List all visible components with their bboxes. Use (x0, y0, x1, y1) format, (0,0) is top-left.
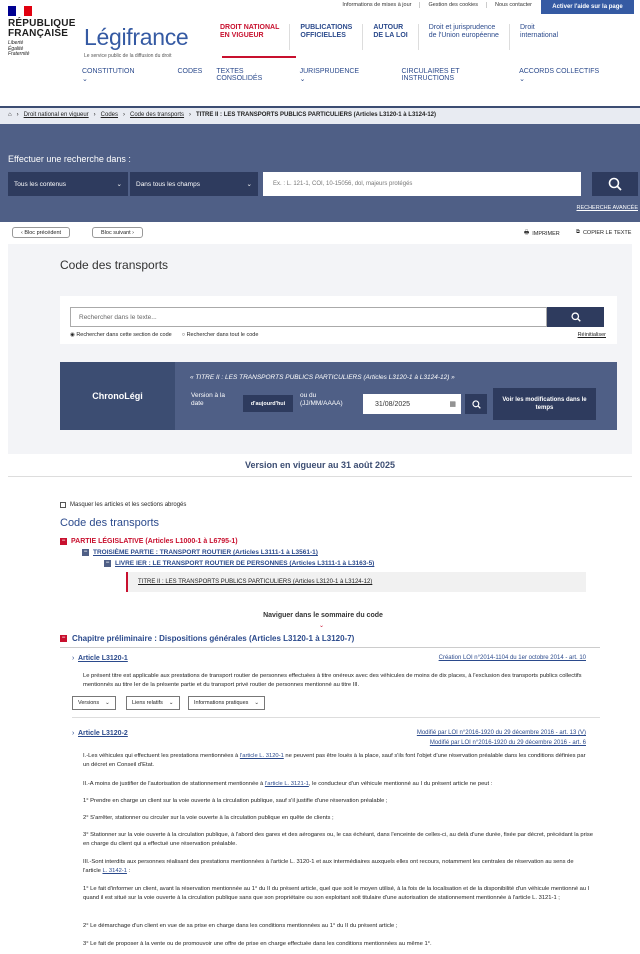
search-input[interactable]: Ex. : L. 121-1, COI, 10-15056, dol, majeurs protégés (263, 172, 581, 196)
tree-item-partie-legislative[interactable] (60, 538, 238, 545)
field-value: Dans tous les champs (136, 180, 200, 188)
related-links-dropdown[interactable] (126, 696, 180, 710)
reset-link[interactable]: Réinitialiser (577, 332, 606, 338)
version-label (191, 392, 225, 408)
subnav-label: ACCORDS COLLECTIFS (519, 68, 600, 75)
nav-label: EN VIGUEUR (220, 32, 264, 39)
radio-section[interactable]: ◉ Rechercher dans cette section de code (70, 332, 172, 338)
chevron-down-icon: ⌄ (254, 700, 260, 706)
breadcrumb-droit-national[interactable]: Droit national en vigueur (23, 112, 89, 118)
divider (72, 717, 600, 718)
subnav-label: CONSTITUTION (82, 68, 135, 75)
tree-item-titre-ii[interactable]: TITRE II : LES TRANSPORTS PUBLICS PARTICULIERS (Articles L3120-1 à L3124-12) (126, 572, 586, 592)
date-value: 31/08/2025 (375, 400, 411, 408)
next-block-button[interactable]: Bloc suivant › (92, 227, 143, 238)
collapse-icon[interactable]: − (61, 538, 66, 544)
checkbox-icon (60, 502, 66, 508)
aide-button[interactable]: Activer l'aide sur la page (541, 0, 634, 14)
text-segment: ne peuvent pas être loués à la place, sauf s'ils font l'objet d'une réservation préalable dans les conditions définies par un décret en Conseil d'Etat. (83, 753, 586, 768)
top-links (334, 2, 540, 8)
nav-droit-international[interactable] (509, 24, 568, 50)
text-segment: , le conducteur d'un véhicule mentionné au I du présent article ne peut : (308, 781, 493, 787)
chronolegi-panel (60, 362, 617, 430)
article-title[interactable]: Article L3120-2 (78, 730, 128, 737)
top-link-cookies[interactable]: Gestion des cookies (420, 2, 487, 8)
search-heading: Effectuer une recherche dans : (8, 154, 131, 164)
collapse-icon[interactable]: − (83, 549, 88, 555)
article-modification[interactable]: Création LOI n°2014-1104 du 1er octobre 2014 - art. 10 (438, 655, 586, 661)
practical-info-dropdown[interactable] (188, 696, 265, 710)
breadcrumb-separator: › (189, 112, 192, 118)
tree-label: PARTIE LÉGISLATIVE (Articles L1000-1 à L6795-1) (71, 538, 238, 545)
nav-label: PUBLICATIONS (300, 24, 353, 31)
breadcrumb-bar (0, 106, 640, 124)
subnav-accords[interactable] (519, 68, 626, 83)
tree-label: LIVRE IER : LE TRANSPORT ROUTIER DE PERSONNES (Articles L3111-1 à L3163-5) (115, 560, 375, 567)
mask-abrogated-checkbox[interactable] (60, 502, 186, 508)
article-paragraph: 3° Le fait de proposer à la vente ou de promouvoir une offre de prise en charge effectuée dans les conditions mentionnées au même 1°. (83, 941, 432, 947)
chronolegi-title: ChronoLégi (60, 362, 175, 430)
nav-droit-ue[interactable] (418, 24, 509, 50)
main-nav (210, 24, 568, 50)
chevron-down-icon: ⌄ (246, 181, 252, 188)
chevron-down-icon: ⌄ (116, 181, 122, 188)
subnav-textes[interactable]: TEXTES CONSOLIDÉS (216, 68, 263, 82)
chevron-down-icon: ⌄ (82, 76, 88, 83)
article-paragraph: 1° Le fait d'informer un client, avant la réservation mentionnée au 1° du II du présent article, quel que soit le moyen utilisé, à la fois de la localisation et de la disponibilité d'un véhicule mentionné au I quand il est situé sur la voie ouverte à la circulation publique sans que son propriétaire ou son exploitant soit titulaire d'une autorisation de stationnement mentionnée à l'article L. 3121-1 ; (83, 886, 590, 901)
print-label: IMPRIMER (532, 230, 560, 237)
article-paragraph (83, 752, 593, 770)
nav-autour-loi[interactable] (362, 24, 417, 50)
article-paragraph: 3° Stationner sur la voie ouverte à la circulation publique, à l'abord des gares et des aérogares ou, le cas échéant, dans l'enceinte de celles-ci, au delà d'une durée, fixée par décret, précédant la prise en charge du client qui a effectué une réservation préalable. (83, 832, 593, 847)
scope-value: Tous les contenus (14, 180, 67, 188)
date-search-button[interactable] (465, 394, 487, 414)
text-segment: II.-A moins de justifier de l'autorisation de stationnement mentionnée à (83, 781, 265, 787)
tree-item-livre-ier[interactable] (104, 560, 374, 567)
article-paragraph (83, 780, 593, 789)
subnav-circulaires[interactable]: CIRCULAIRES ET INSTRUCTIONS (401, 68, 460, 82)
devise-liberte: Liberté (8, 40, 24, 46)
navigate-summary-link[interactable]: Naviguer dans le sommaire du code (263, 612, 383, 619)
text-segment: : (126, 868, 131, 874)
subnav-label: JURISPRUDENCE (299, 68, 360, 75)
scope-select[interactable] (8, 172, 128, 196)
breadcrumb-separator: › (123, 112, 126, 118)
article-link[interactable]: l'article L. 3120-1 (239, 753, 284, 759)
breadcrumb-separator: › (16, 112, 19, 118)
nav-label: de l'Union européenne (428, 32, 499, 39)
versions-dropdown[interactable] (72, 696, 116, 710)
nav-label: DROIT NATIONAL (220, 24, 280, 31)
chevron-down-icon: ⌄ (168, 700, 174, 706)
article-link[interactable]: l'article L. 3121-1 (264, 781, 309, 787)
republique-francaise-logo[interactable] (8, 6, 76, 58)
tagline: Le service public de la diffusion du droit (84, 53, 172, 59)
nav-label: Droit (519, 24, 535, 31)
today-button[interactable]: d'aujourd'hui (243, 395, 293, 412)
advanced-search-link[interactable]: RECHERCHE AVANCÉE (576, 205, 638, 211)
republique-line2: FRANÇAISE (8, 28, 69, 39)
divider (60, 647, 600, 648)
subnav-jurisprudence[interactable] (300, 68, 388, 83)
copy-icon: ⧉ (576, 229, 580, 235)
calendar-icon[interactable]: ▦ (449, 401, 456, 408)
tree-item-troisieme-partie[interactable] (82, 549, 318, 556)
article-paragraph: 2° S'arrêter, stationner ou circuler sur la voie ouverte à la circulation publique en quête de clients ; (83, 815, 334, 821)
chapter-label: Chapitre préliminaire : Dispositions générales (Articles L3120-1 à L3120-7) (72, 634, 355, 643)
article-modification-2[interactable]: Modifié par LOI n°2016-1920 du 29 décembre 2016 - art. 6 (429, 740, 586, 746)
tree-label: TROISIÈME PARTIE : TRANSPORT ROUTIER (Articles L3111-1 à L3561-1) (93, 549, 318, 556)
breadcrumb-code-transports[interactable]: Code des transports (130, 112, 185, 118)
dropdown-label: Versions (78, 700, 100, 706)
previous-block-button[interactable]: ‹ Bloc précédent (12, 227, 70, 238)
breadcrumb-codes[interactable]: Codes (100, 112, 119, 118)
article-text: Le présent titre est applicable aux prestations de transport routier de personnes effectuées à titre onéreux avec des véhicules de moins de dix places, à l'exclusion des transports publics collectifs mentionnés au titre Ier de la présente partie et du transport privé routier de personnes mentionné au titre III. (83, 673, 582, 688)
subnav-codes[interactable]: CODES (177, 68, 203, 75)
active-nav-underline (222, 56, 296, 58)
or-date-label (300, 392, 343, 408)
text-search-input[interactable]: Rechercher dans le texte... (70, 307, 547, 327)
chevron-down-icon: ⌄ (299, 76, 306, 83)
text-segment: III.-Sont interdits aux personnes réalisant des prestations mentionnées à l'article L. 3120-1 et aux intermédiaires auxquels elles ont recours, notamment les centrales de réservation au sens de l'article (83, 859, 574, 874)
code-title-link[interactable]: Code des transports (60, 517, 160, 529)
breadcrumb-current: TITRE II : LES TRANSPORTS PUBLICS PARTICULIERS (Articles L3120-1 à L3124-12) (196, 112, 436, 118)
chevron-down-icon[interactable]: ⌄ (319, 623, 325, 629)
nav-label: international (519, 32, 559, 39)
or-label-line: (JJ/MM/AAAA) (300, 400, 343, 407)
copy-label: COPIER LE TEXTE (582, 229, 632, 236)
chronolegi-caption: « TITRE II : LES TRANSPORTS PUBLICS PARTICULIERS (Articles L3120-1 à L3124-12) » (190, 374, 455, 381)
article-link[interactable]: L. 3142-1 (102, 868, 127, 874)
republique-line1: RÉPUBLIQUE (8, 18, 76, 29)
devise-fraternite: Fraternité (8, 51, 30, 57)
copy-text-button[interactable] (576, 229, 631, 236)
version-label-line: date (191, 400, 204, 407)
nav-droit-national[interactable] (210, 24, 289, 50)
chevron-right-icon: › (72, 655, 75, 662)
search-band (0, 124, 640, 222)
home-icon[interactable]: ⌂ (8, 112, 12, 118)
collapse-icon[interactable]: − (61, 635, 66, 641)
collapse-icon[interactable]: − (105, 560, 110, 566)
article-paragraph (83, 858, 593, 876)
version-banner: Version en vigueur au 31 août 2025 (244, 460, 396, 470)
field-select[interactable] (130, 172, 258, 196)
search-box (8, 172, 581, 196)
printer-icon: 🖶 (524, 230, 530, 236)
search-icon (472, 400, 481, 409)
devise-egalite: Égalité (8, 45, 24, 52)
search-icon (571, 312, 581, 322)
or-label-line: ou du (300, 392, 317, 399)
date-input[interactable] (363, 394, 461, 414)
sub-nav (82, 68, 640, 83)
nav-label: OFFICIELLES (300, 32, 346, 39)
view-modifications-button[interactable]: Voir les modifications dans le temps (493, 388, 596, 420)
nav-label: Droit et jurisprudence (428, 24, 496, 31)
legifrance-logo[interactable]: Légifrance (84, 24, 189, 50)
breadcrumb-separator: › (93, 112, 96, 118)
article-title[interactable]: Article L3120-1 (78, 655, 128, 662)
search-button[interactable] (592, 172, 638, 196)
print-button[interactable] (524, 229, 560, 238)
nav-label: AUTOUR (373, 24, 404, 31)
search-scope-radios (70, 332, 258, 338)
marianne-flag-icon (8, 6, 32, 16)
dropdown-label: Liens relatifs (132, 700, 163, 706)
dropdown-label: Informations pratiques (194, 700, 249, 706)
text-search-button[interactable] (547, 307, 604, 327)
page-title: Code des transports (60, 258, 169, 272)
article-paragraph: 1° Prendre en charge un client sur la voie ouverte à la circulation publique, sauf s'il justifie d'une réservation préalable ; (83, 798, 388, 804)
top-bar (0, 0, 640, 14)
chevron-down-icon: ⌄ (519, 76, 525, 83)
breadcrumb (8, 112, 436, 118)
top-link-updates[interactable]: Informations de mises à jour (334, 2, 420, 8)
text-segment: I.-Les véhicules qui effectuent les prestations mentionnées à (83, 753, 240, 759)
radio-label: Rechercher dans cette section de code (76, 332, 172, 338)
actions-bar (0, 222, 640, 244)
search-icon (608, 177, 622, 191)
article-paragraph: 2° Le démarchage d'un client en vue de sa prise en charge dans les conditions mentionnées au 1° du II du présent article ; (83, 923, 398, 929)
radio-whole-code[interactable]: ○ Rechercher dans tout le code (181, 332, 259, 338)
chapter-heading[interactable] (60, 634, 354, 643)
nav-publications[interactable] (289, 24, 362, 50)
subnav-constitution[interactable] (82, 68, 163, 83)
nav-label: DE LA LOI (373, 32, 408, 39)
radio-label: Rechercher dans tout le code (186, 332, 259, 338)
mask-label: Masquer les articles et les sections abrogés (70, 502, 187, 508)
divider (8, 476, 632, 477)
article-modification-1[interactable]: Modifié par LOI n°2016-1920 du 29 décembre 2016 - art. 13 (V) (416, 730, 586, 736)
chevron-right-icon: › (72, 730, 75, 737)
version-label-line: Version à la (191, 392, 225, 399)
top-link-contact[interactable]: Nous contacter (495, 2, 532, 8)
chevron-down-icon: ⌄ (105, 700, 110, 706)
